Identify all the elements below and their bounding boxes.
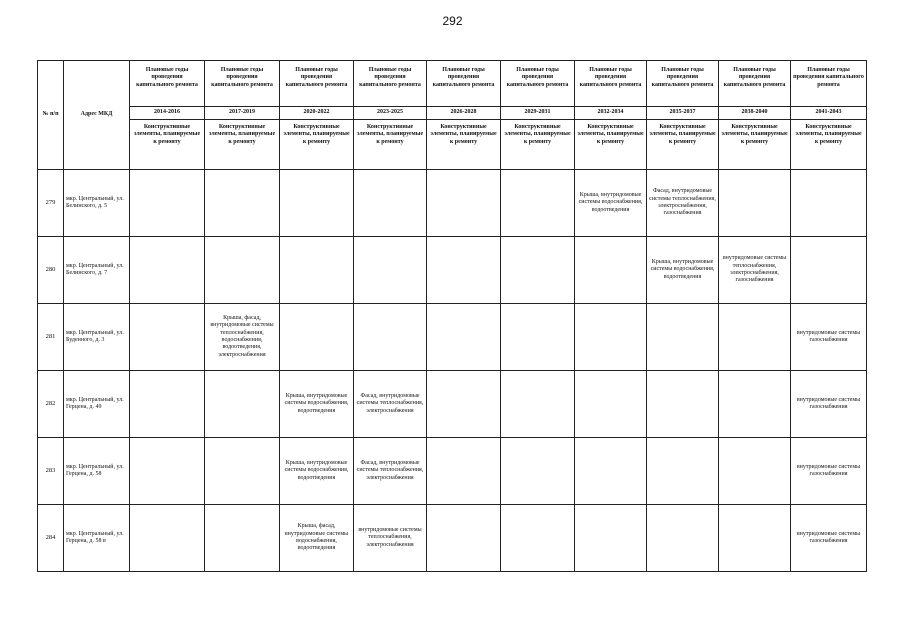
- table-row: [38, 170, 867, 237]
- header-period-title: Плановые годы проведения капитального ремонта: [501, 61, 575, 107]
- repair-elements-cell: [354, 304, 427, 371]
- repair-elements-cell: Крыша, внутридомовые системы водоснабжения, водоотведения: [280, 371, 354, 438]
- repair-elements-cell: [719, 304, 791, 371]
- header-address: Адрес МКД: [64, 61, 130, 170]
- row-address: мкр. Центральный, ул. Герцена, д. 49: [64, 371, 130, 438]
- repair-elements-cell: [427, 371, 501, 438]
- repair-elements-cell: [501, 237, 575, 304]
- header-period-title: Плановые годы проведения капитального ремонта: [791, 61, 867, 107]
- row-address: мкр. Центральный, ул. Белинского, д. 7: [64, 237, 130, 304]
- table-row: [38, 505, 867, 572]
- header-period-title: Плановые годы проведения капитального ремонта: [280, 61, 354, 107]
- repair-elements-cell: [719, 371, 791, 438]
- header-period-years: 2020-2022: [280, 107, 354, 120]
- header-num: № п/п: [38, 61, 64, 170]
- row-number: 280: [38, 237, 64, 304]
- header-period-years: 2029-2031: [501, 107, 575, 120]
- header-period-years: 2014-2016: [130, 107, 205, 120]
- repair-elements-cell: [575, 438, 647, 505]
- repair-elements-cell: [791, 237, 867, 304]
- repair-elements-cell: [427, 505, 501, 572]
- repair-elements-cell: [427, 170, 501, 237]
- header-period-years: 2032-2034: [575, 107, 647, 120]
- repair-elements-cell: [280, 304, 354, 371]
- row-address: мкр. Центральный, ул. Герцена, д. 58 в: [64, 505, 130, 572]
- repair-elements-cell: [719, 505, 791, 572]
- repair-elements-cell: [205, 237, 280, 304]
- repair-elements-cell: внутридомовые системы газоснабжения: [791, 505, 867, 572]
- page-number: 292: [442, 14, 463, 28]
- table-row: [38, 304, 867, 371]
- repair-elements-cell: [354, 237, 427, 304]
- table-header: [38, 61, 867, 170]
- capital-repair-table: [37, 60, 867, 572]
- header-row-subtitles: [38, 120, 867, 170]
- repair-elements-cell: Фасад, внутридомовые системы теплоснабжения, электроснабжения, газоснабжения: [647, 170, 719, 237]
- repair-elements-cell: Фасад, внутридомовые системы теплоснабжения, электроснабжения: [354, 438, 427, 505]
- repair-elements-cell: [280, 170, 354, 237]
- repair-elements-cell: [130, 170, 205, 237]
- repair-elements-cell: [647, 371, 719, 438]
- repair-elements-cell: [647, 505, 719, 572]
- repair-elements-cell: Крыша, внутридомовые системы водоснабжения, водоотведения: [647, 237, 719, 304]
- repair-elements-cell: [130, 505, 205, 572]
- repair-elements-cell: Крыша, внутридомовые системы водоснабжения, водоотведения: [575, 170, 647, 237]
- table-row: [38, 438, 867, 505]
- repair-elements-cell: [501, 505, 575, 572]
- repair-elements-cell: внутридомовые системы теплоснабжения, электроснабжения: [354, 505, 427, 572]
- repair-elements-cell: [130, 438, 205, 505]
- header-period-title: Плановые годы проведения капитального ремонта: [354, 61, 427, 107]
- repair-elements-cell: внутридомовые системы газоснабжения: [791, 371, 867, 438]
- header-elements-label: Конструктивные элементы, планируемые к ремонту: [575, 120, 647, 170]
- repair-elements-cell: [427, 237, 501, 304]
- header-period-years: 2041-2043: [791, 107, 867, 120]
- repair-elements-cell: [280, 237, 354, 304]
- repair-elements-cell: [130, 237, 205, 304]
- repair-elements-cell: внутридомовые системы газоснабжения: [791, 304, 867, 371]
- repair-elements-cell: [719, 438, 791, 505]
- row-address: мкр. Центральный, ул. Белинского, д. 5: [64, 170, 130, 237]
- header-period-title: Плановые годы проведения капитального ремонта: [647, 61, 719, 107]
- repair-elements-cell: Крыша, фасад, внутридомовые системы теплоснабжения, водоснабжения, водоотведения, электроснабжения: [205, 304, 280, 371]
- repair-elements-cell: Крыша, внутридомовые системы водоснабжения, водоотведения: [280, 438, 354, 505]
- header-period-title: Плановые годы проведения капитального ремонта: [130, 61, 205, 107]
- repair-elements-cell: [205, 371, 280, 438]
- repair-elements-cell: Фасад, внутридомовые системы теплоснабжения, электроснабжения: [354, 371, 427, 438]
- row-address: мкр. Центральный, ул. Буденного, д. 3: [64, 304, 130, 371]
- repair-elements-cell: [130, 371, 205, 438]
- header-elements-label: Конструктивные элементы, планируемые к ремонту: [647, 120, 719, 170]
- repair-elements-cell: [501, 170, 575, 237]
- row-number: 283: [38, 438, 64, 505]
- header-row-titles: [38, 61, 867, 107]
- header-elements-label: Конструктивные элементы, планируемые к ремонту: [354, 120, 427, 170]
- repair-elements-cell: Крыша, фасад, внутридомовые системы водоснабжения, водоотведения: [280, 505, 354, 572]
- header-period-years: 2038-2040: [719, 107, 791, 120]
- header-elements-label: Конструктивные элементы, планируемые к ремонту: [130, 120, 205, 170]
- repair-elements-cell: [647, 304, 719, 371]
- repair-elements-cell: [501, 304, 575, 371]
- repair-elements-cell: внутридомовые системы газоснабжения: [791, 438, 867, 505]
- repair-elements-cell: [647, 438, 719, 505]
- repair-elements-cell: [354, 170, 427, 237]
- header-elements-label: Конструктивные элементы, планируемые к ремонту: [427, 120, 501, 170]
- repair-elements-cell: [575, 237, 647, 304]
- header-elements-label: Конструктивные элементы, планируемые к ремонту: [280, 120, 354, 170]
- repair-elements-cell: [427, 304, 501, 371]
- header-period-title: Плановые годы проведения капитального ремонта: [575, 61, 647, 107]
- header-period-title: Плановые годы проведения капитального ремонта: [205, 61, 280, 107]
- header-elements-label: Конструктивные элементы, планируемые к ремонту: [205, 120, 280, 170]
- header-elements-label: Конструктивные элементы, планируемые к ремонту: [791, 120, 867, 170]
- row-number: 284: [38, 505, 64, 572]
- repair-elements-cell: [130, 304, 205, 371]
- repair-elements-cell: [791, 170, 867, 237]
- header-period-years: 2035-2037: [647, 107, 719, 120]
- repair-elements-cell: [205, 438, 280, 505]
- header-period-years: 2023-2025: [354, 107, 427, 120]
- repair-elements-cell: [501, 438, 575, 505]
- table-row: [38, 237, 867, 304]
- header-elements-label: Конструктивные элементы, планируемые к ремонту: [501, 120, 575, 170]
- repair-elements-cell: внутридомовые системы теплоснабжения, электроснабжения, газоснабжения: [719, 237, 791, 304]
- repair-elements-cell: [575, 371, 647, 438]
- row-number: 282: [38, 371, 64, 438]
- header-period-years: 2026-2028: [427, 107, 501, 120]
- repair-elements-cell: [205, 505, 280, 572]
- table-row: [38, 371, 867, 438]
- repair-elements-cell: [719, 170, 791, 237]
- header-row-years: [38, 107, 867, 120]
- header-period-title: Плановые годы проведения капитального ремонта: [719, 61, 791, 107]
- repair-elements-cell: [575, 505, 647, 572]
- repair-elements-cell: [427, 438, 501, 505]
- row-number: 279: [38, 170, 64, 237]
- header-period-title: Плановые годы проведения капитального ремонта: [427, 61, 501, 107]
- row-address: мкр. Центральный, ул. Герцена, д. 58: [64, 438, 130, 505]
- repair-elements-cell: [501, 371, 575, 438]
- repair-elements-cell: [575, 304, 647, 371]
- table-body: [38, 170, 867, 572]
- repair-elements-cell: [205, 170, 280, 237]
- row-number: 281: [38, 304, 64, 371]
- header-elements-label: Конструктивные элементы, планируемые к ремонту: [719, 120, 791, 170]
- header-period-years: 2017-2019: [205, 107, 280, 120]
